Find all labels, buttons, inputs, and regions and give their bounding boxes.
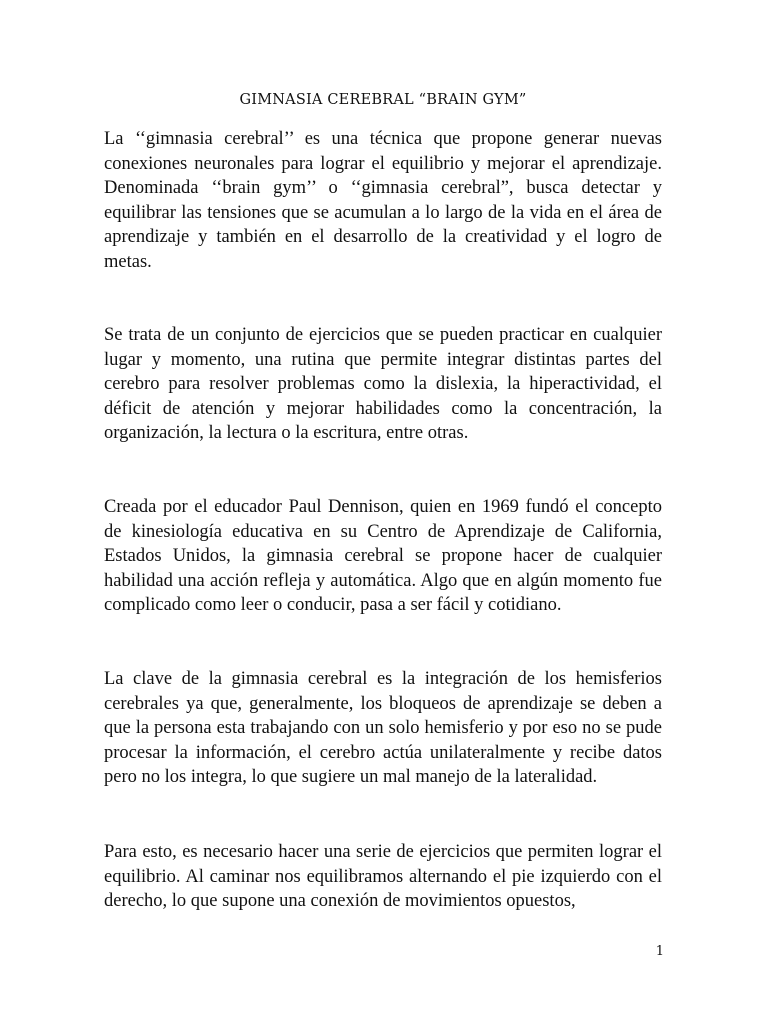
paragraph-balance: Para esto, es necesario hacer una serie de ejercicios que permiten lograr el equilibrio. Al caminar nos equilibramos alternando el pie izquierdo con el derecho, lo que supone una conexión de movimientos opuestos, — [104, 842, 662, 912]
document-title: GIMNASIA CEREBRAL “BRAIN GYM” — [239, 92, 527, 108]
paragraph-hemispheres: La clave de la gimnasia cerebral es la integración de los hemisferios cerebrales ya que, generalmente, los bloqueos de aprendizaje se deben a que la persona esta trabajando con un solo hemisferio y por eso no se pude procesar la información, el cerebro actúa unilateralmente y recibe datos pero no los integra, lo que sugiere un mal manejo de la lateralidad. — [104, 669, 662, 788]
page-number: 1 — [655, 944, 664, 959]
paragraph-exercises: Se trata de un conjunto de ejercicios que se pueden practicar en cualquier lugar y momento, una rutina que permite integrar distintas partes del cerebro para resolver problemas como la dislexia, la hiperactividad, el déficit de atención y mejorar habilidades como la concentración, la organización, la lectura o la escritura, entre otras. — [104, 325, 662, 444]
paragraph-intro: La ‘‘gimnasia cerebral’’ es una técnica que propone generar nuevas conexiones neuronales para lograr el equilibrio y mejorar el aprendizaje. Denominada ‘‘brain gym’’ o ‘‘gimnasia cerebral”, busca detectar y equilibrar las tensiones que se acumulan a lo largo de la vida en el área de aprendizaje y también en el desarrollo de la creatividad y el logro de metas. — [104, 129, 662, 272]
paragraph-origin: Creada por el educador Paul Dennison, quien en 1969 fundó el concepto de kinesiología educativa en su Centro de Aprendizaje de California, Estados Unidos, la gimnasia cerebral se propone hacer de cualquier habilidad una acción refleja y automática. Algo que en algún momento fue complicado como leer o conducir, pasa a ser fácil y cotidiano. — [104, 497, 662, 616]
